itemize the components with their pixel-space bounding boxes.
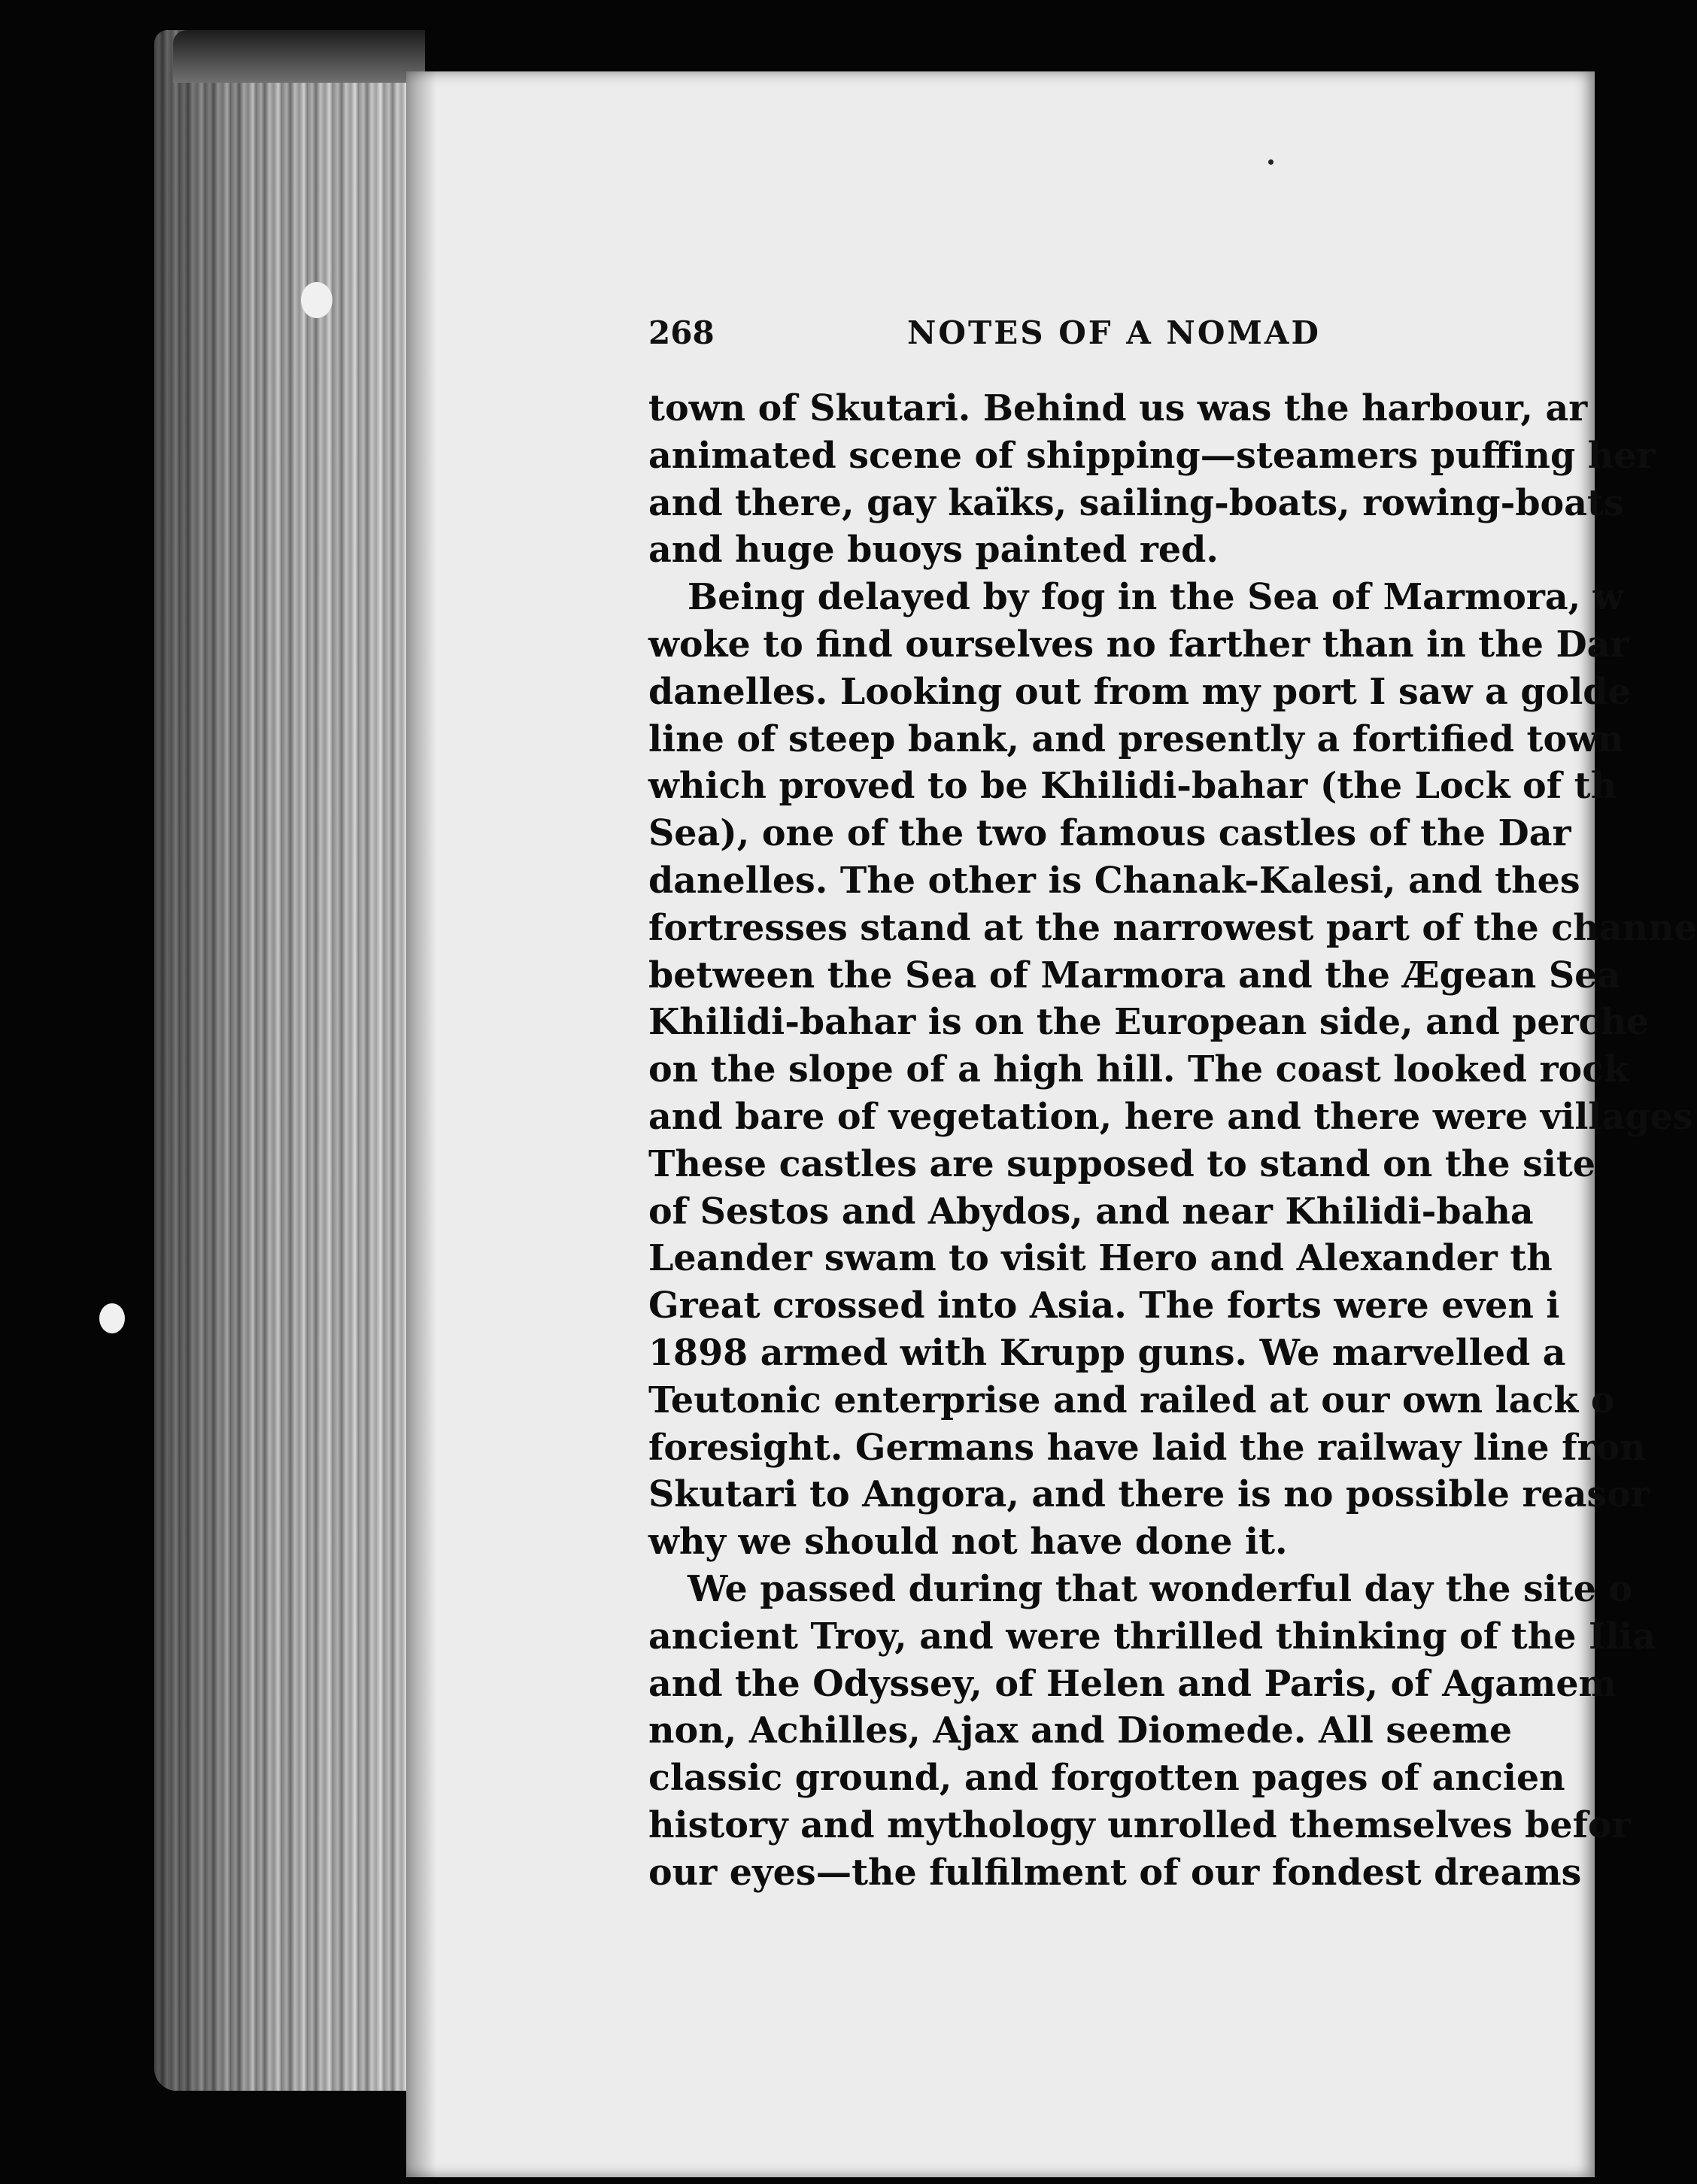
text-line: our eyes—the fulfilment of our fondest dreams — [648, 1851, 1582, 1894]
text-line: danelles. The other is Chanak-Kalesi, and thes — [648, 859, 1580, 902]
book-edge-shadow — [154, 30, 425, 2091]
text-line: and the Odyssey, of Helen and Paris, of Agamem — [648, 1662, 1617, 1705]
page-number: 268 — [648, 314, 715, 351]
text-line: ancient Troy, and were thrilled thinking of the Ilia — [648, 1615, 1656, 1658]
text-line: foresight. Germans have laid the railway line fron — [648, 1426, 1646, 1469]
scan-speck — [1268, 159, 1274, 165]
text-line: line of steep bank, and presently a fortified town — [648, 717, 1624, 760]
text-line: of Sestos and Abydos, and near Khilidi-baha — [648, 1190, 1534, 1233]
text-line: animated scene of shipping—steamers puffing her — [648, 434, 1656, 477]
page-gutter-shadow — [406, 71, 436, 2177]
body-text — [648, 385, 1697, 1897]
text-line: danelles. Looking out from my port I saw a golde — [648, 670, 1631, 713]
text-line: Sea), one of the two famous castles of the Dar — [648, 812, 1571, 855]
text-line: Leander swam to visit Hero and Alexander th — [648, 1237, 1553, 1280]
text-line: town of Skutari. Behind us was the harbour, ar — [648, 387, 1588, 429]
text-line: why we should not have done it. — [648, 1521, 1288, 1564]
text-line: Skutari to Angora, and there is no possible reasor — [648, 1473, 1650, 1516]
text-line: which proved to be Khilidi-bahar (the Lock of th — [648, 765, 1617, 808]
text-line: We passed during that wonderful day the site o — [688, 1567, 1633, 1610]
running-title: NOTES OF A NOMAD — [907, 314, 1321, 351]
text-line: and bare of vegetation, here and there were villages — [648, 1095, 1693, 1138]
text-line: Being delayed by fog in the Sea of Marmora, w — [688, 576, 1624, 619]
scan-speck — [301, 282, 332, 318]
text-line: These castles are supposed to stand on the site — [648, 1142, 1596, 1185]
text-line: on the slope of a high hill. The coast looked rock — [648, 1048, 1629, 1091]
text-line: between the Sea of Marmora and the Ægean Sea — [648, 954, 1621, 996]
text-line: Great crossed into Asia. The forts were even i — [648, 1285, 1560, 1327]
scan-speck — [99, 1303, 125, 1333]
text-line: Khilidi-bahar is on the European side, and perche — [648, 1001, 1650, 1044]
text-line: and huge buoys painted red. — [648, 529, 1219, 572]
text-line: and there, gay kaïks, sailing-boats, rowing-boats — [648, 481, 1624, 524]
running-head — [648, 314, 1611, 359]
book-top-edge — [173, 30, 425, 83]
text-line: non, Achilles, Ajax and Diomede. All seeme — [648, 1709, 1513, 1752]
text-line: 1898 armed with Krupp guns. We marvelled a — [648, 1331, 1566, 1374]
text-line: Teutonic enterprise and railed at our own lack o — [648, 1379, 1615, 1421]
text-line: classic ground, and forgotten pages of ancien — [648, 1757, 1565, 1800]
text-line: fortresses stand at the narrowest part of the channe — [648, 906, 1697, 949]
text-line: history and mythology unrolled themselves befor — [648, 1803, 1631, 1846]
text-line: woke to find ourselves no farther than in the Dar — [648, 623, 1629, 666]
